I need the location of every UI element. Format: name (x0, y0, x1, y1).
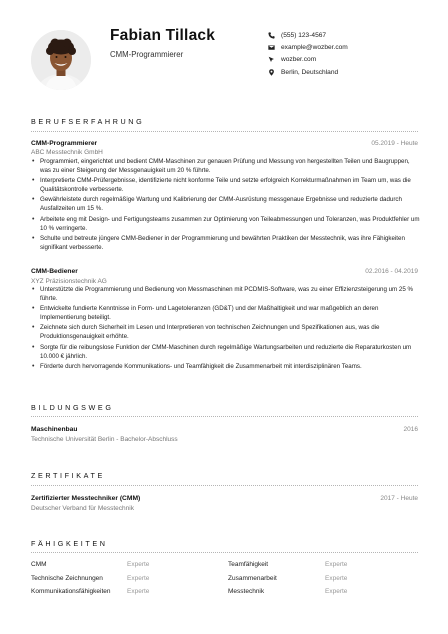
candidate-name: Fabian Tillack (110, 27, 216, 44)
education-title: Maschinenbau (31, 426, 78, 433)
skill-row (31, 588, 421, 602)
skills-grid (31, 561, 421, 602)
skill-name: Messtechnik (228, 588, 265, 595)
link-icon (268, 55, 279, 64)
list-item: • Förderte durch hervorragende Kommunikations- und Teamfähigkeit die Zusammenarbeit mit interdisziplinären Teams. (31, 363, 421, 372)
contact-email[interactable] (268, 41, 348, 53)
certificates-divider (31, 485, 418, 486)
list-item: • Schulte und betreute jüngere CMM-Bediener in der Programmierung und bewährten Praktiken der Messtechnik, was ihre Fähigkeiten signifikant verbesserte. (31, 235, 421, 253)
skill-level: Experte (127, 574, 150, 582)
skill-row (31, 575, 421, 589)
skill-row (31, 561, 421, 575)
job-title-2: CMM-Bediener (31, 268, 78, 275)
skill-name: Kommunikationsfähigkeiten (31, 588, 111, 595)
education-divider (31, 416, 418, 417)
list-item: • Sorgte für die reibungslose Funktion der CMM-Maschinen durch regelmäßige Wartungsarbeiten und reduzierte die Reparaturkosten um 10.000 € jährlich. (31, 344, 421, 362)
phone-icon (268, 31, 279, 40)
job-title-1: CMM-Programmierer (31, 140, 98, 147)
certificate-date: 2017 - Heute (380, 495, 418, 502)
contact-website-text[interactable]: wozber.com (281, 56, 317, 64)
profile-photo (31, 30, 91, 90)
job-bullets-2 (31, 286, 421, 373)
contact-location (268, 66, 348, 78)
certificate-issuer: Deutscher Verband für Messtechnik (31, 505, 134, 512)
list-item: • Arbeitete eng mit Design- und Fertigungsteams zusammen zur Optimierung von Teileabmessungen und Toleranzen, was Produktfehler um 10 % verringerte. (31, 216, 421, 234)
skill-level: Experte (127, 588, 150, 595)
candidate-role: CMM-Programmierer (110, 50, 184, 59)
list-item: • Gewährleistete durch regelmäßige Wartung und Kalibrierung der CMM-Ausrüstung messgenaue Ergebnisse und reduzierte dadurch Ausfallzeiten um 15 %. (31, 196, 421, 214)
skill-name: Teamfähigkeit (228, 561, 269, 568)
job-company-2: XYZ Präzisionstechnik AG (31, 278, 107, 285)
education-date: 2016 (403, 426, 418, 433)
education-heading: BILDUNGSWEG (31, 403, 114, 412)
contact-email-text[interactable]: example@wozber.com (281, 43, 348, 51)
skill-name: CMM (31, 561, 47, 568)
list-item: • Unterstützte die Programmierung und Bedienung von Messmaschinen mit PCDMIS-Software, was zu einer Effizienzsteigerung um 25 % führte. (31, 286, 421, 304)
skills-divider (31, 552, 418, 553)
certificates-heading: ZERTIFIKATE (31, 471, 105, 480)
skill-level: Experte (325, 588, 348, 595)
list-item: • Zeichnete sich durch Sicherheit im Lesen und Interpretieren von technischen Zeichnungen und Spezifikationen aus, was die Produktionsgenauigkeit erhöhte. (31, 324, 421, 342)
skill-level: Experte (325, 561, 348, 568)
skill-name: Technische Zeichnungen (31, 574, 103, 582)
list-item: • Entwickelte fundierte Kenntnisse in Form- und Lagetoleranzen (GD&T) und der Maßhaltigkeit und war maßgeblich an deren Implementierung beteiligt. (31, 305, 421, 323)
job-date-2: 02.2016 - 04.2019 (365, 268, 418, 275)
skills-heading: FÄHIGKEITEN (31, 539, 108, 548)
skill-level: Experte (127, 561, 150, 568)
job-company-1: ABC Messtechnik GmbH (31, 149, 103, 156)
certificate-title: Zertifizierter Messtechniker (CMM) (31, 495, 141, 502)
contact-location-text: Berlin, Deutschland (281, 68, 339, 76)
contact-list (268, 29, 348, 78)
list-item: • Interpretierte CMM-Prüfergebnisse, identifizierte nicht konforme Teile und setzte erfolgreich Korrekturmaßnahmen im Team um, was die Qualitätskontrolle verbesserte. (31, 177, 421, 195)
experience-divider (31, 131, 418, 132)
education-institution: Technische Universität Berlin - Bachelor-Abschluss (31, 436, 178, 443)
list-item: • Programmiert, eingerichtet und bedient CMM-Maschinen zur genauen Prüfung und Messung von hergestellten Teilen und Baugruppen, was zu einer Steigerung der Messgenauigkeit um 20 % führte. (31, 158, 421, 176)
contact-website[interactable] (268, 54, 348, 66)
contact-phone (268, 29, 348, 41)
location-icon (268, 68, 279, 77)
skill-level: Experte (325, 574, 348, 582)
job-date-1: 05.2019 - Heute (371, 140, 418, 147)
email-icon (268, 43, 279, 52)
skill-name: Zusammenarbeit (228, 574, 277, 582)
experience-heading: BERUFSERFAHRUNG (31, 117, 145, 126)
contact-phone-text: (555) 123-4567 (281, 31, 327, 39)
job-bullets-1 (31, 158, 421, 254)
